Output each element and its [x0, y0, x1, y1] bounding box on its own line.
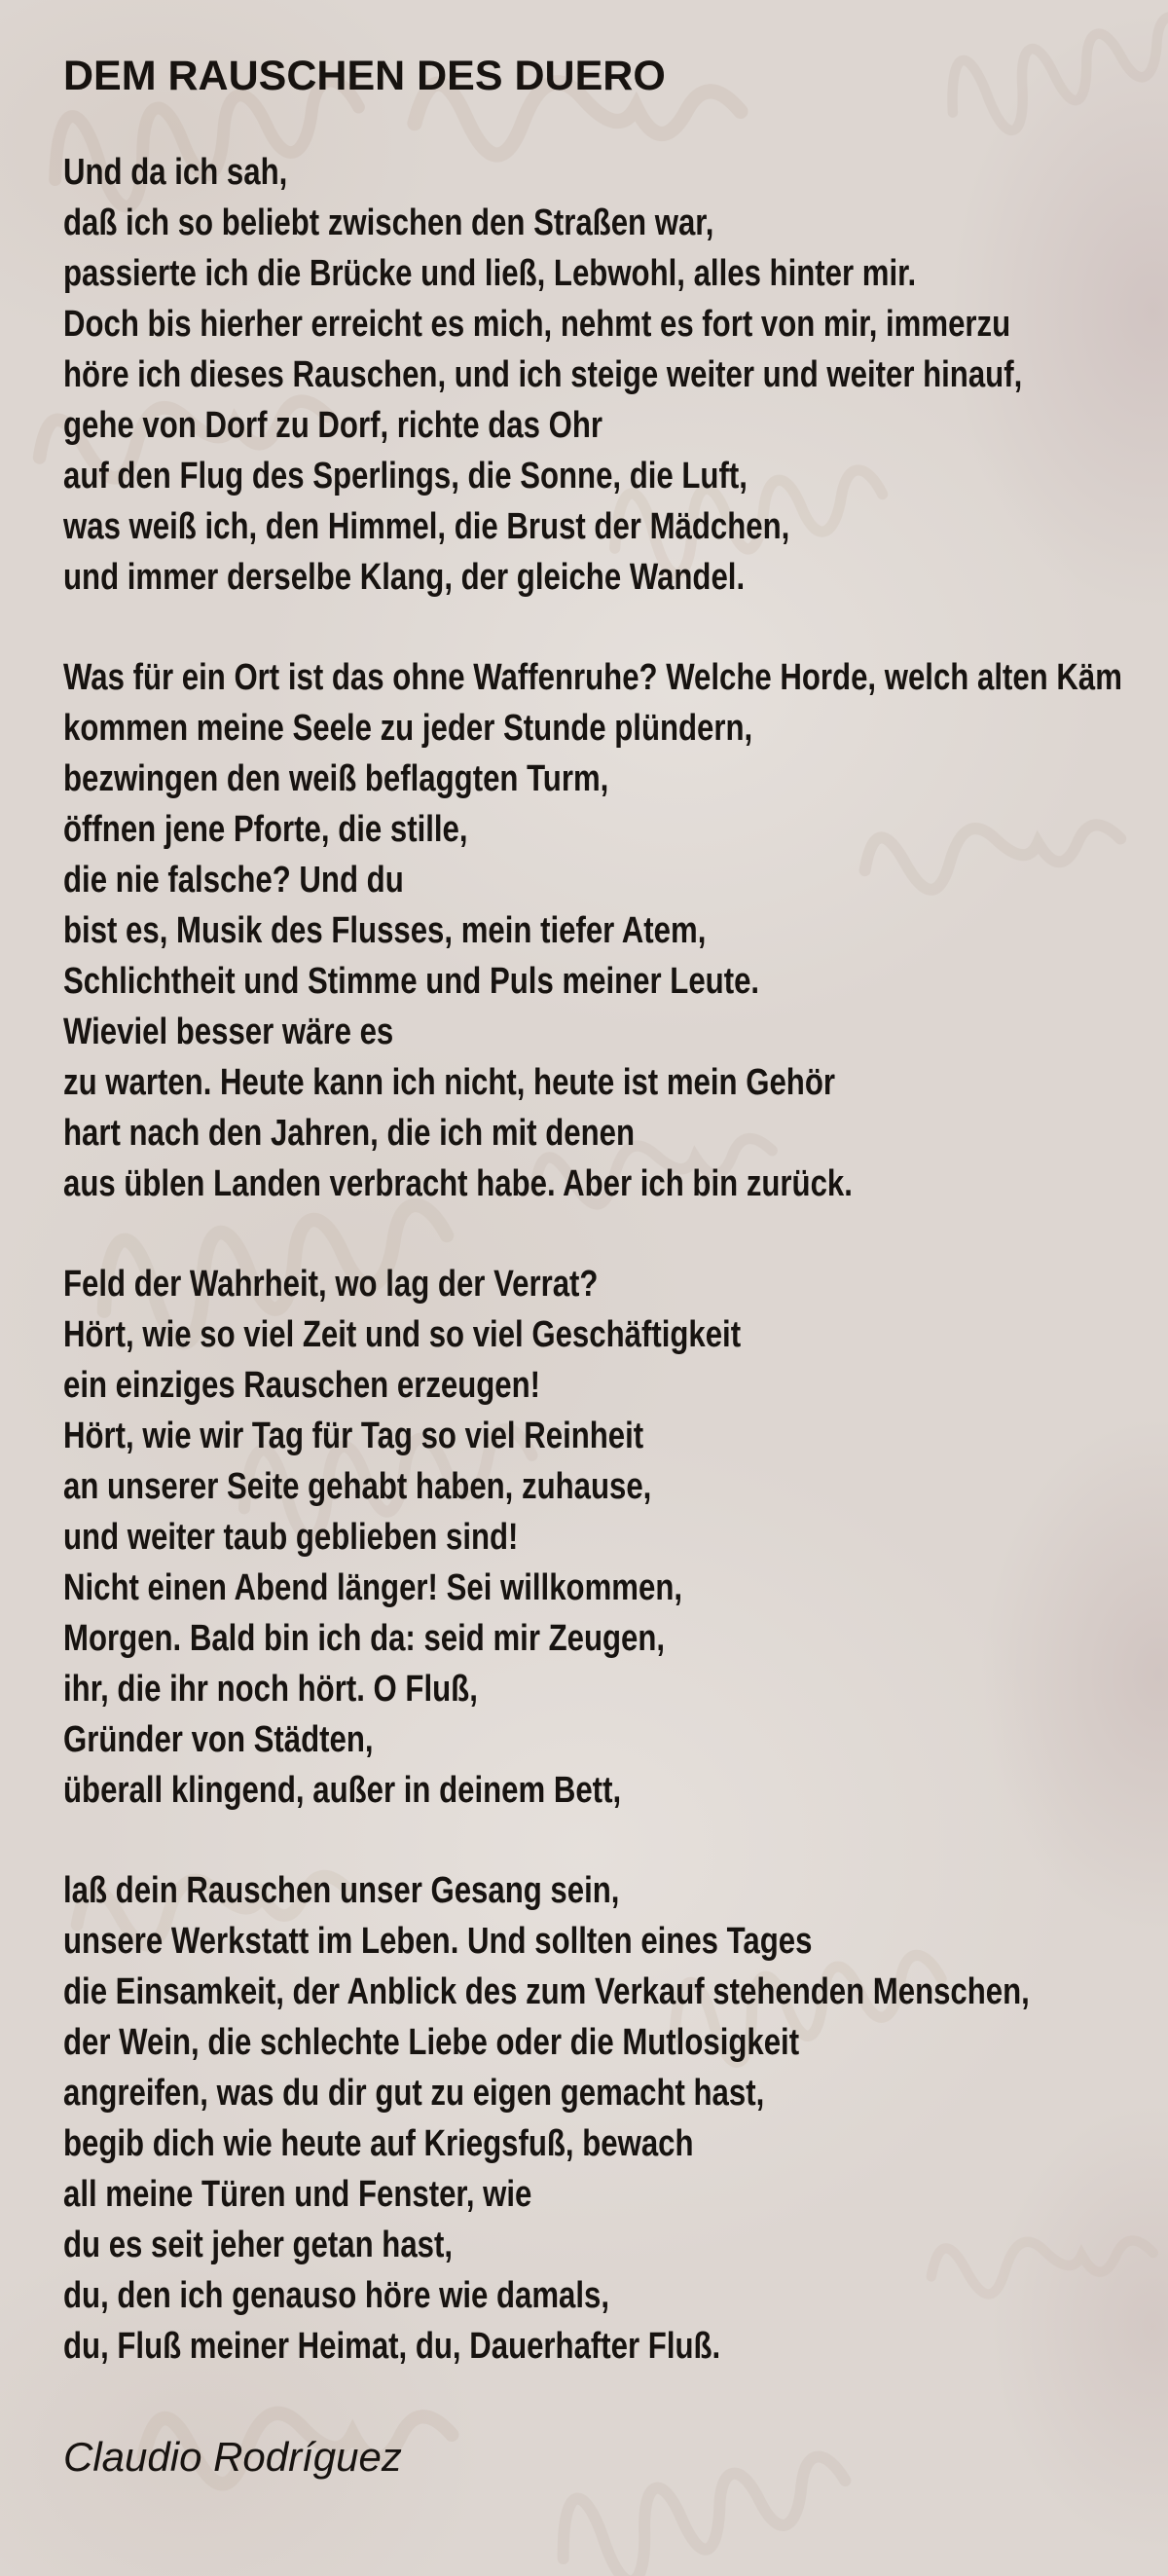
poem-line: daß ich so beliebt zwischen den Straßen war,: [63, 202, 714, 243]
poem-line: Wieviel besser wäre es: [63, 1012, 394, 1052]
poem-line: bist es, Musik des Flusses, mein tiefer Atem,: [63, 910, 707, 951]
poem-line: zu warten. Heute kann ich nicht, heute ist mein Gehör: [63, 1062, 835, 1103]
poem-line: passierte ich die Brücke und ließ, Lebwohl, alles hinter mir.: [63, 253, 917, 294]
poem-line: höre ich dieses Rauschen, und ich steige weiter und weiter hinauf,: [63, 354, 1023, 395]
poem-line: kommen meine Seele zu jeder Stunde plündern,: [63, 708, 753, 749]
stanza: [63, 1259, 1168, 1816]
poem-line: und weiter taub geblieben sind!: [63, 1517, 519, 1558]
poem-line: du, den ich genauso höre wie damals,: [63, 2275, 610, 2316]
poem-line: die Einsamkeit, der Anblick des zum Verkauf stehenden Menschen,: [63, 1971, 1030, 2012]
stanza: [63, 652, 1168, 1209]
poem-line: hart nach den Jahren, die ich mit denen: [63, 1113, 635, 1154]
poem-line: Hört, wie wir Tag für Tag so viel Reinheit: [63, 1416, 644, 1456]
stanza: [63, 1865, 1168, 2372]
poem-line: an unserer Seite gehabt haben, zuhause,: [63, 1466, 652, 1507]
stanza: [63, 147, 1168, 603]
poem-line: laß dein Rauschen unser Gesang sein,: [63, 1870, 620, 1911]
poem-line: du es seit jeher getan hast,: [63, 2225, 454, 2265]
poem-line: Nicht einen Abend länger! Sei willkommen,: [63, 1567, 683, 1608]
poem-line: gehe von Dorf zu Dorf, richte das Ohr: [63, 405, 603, 446]
poem-line: was weiß ich, den Himmel, die Brust der Mädchen,: [63, 506, 790, 547]
poem-title: DEM RAUSCHEN DES DUERO: [63, 53, 666, 99]
poem-line: Schlichtheit und Stimme und Puls meiner Leute.: [63, 961, 760, 1002]
poem-line: Und da ich sah,: [63, 152, 288, 193]
poem-line: aus üblen Landen verbracht habe. Aber ich bin zurück.: [63, 1163, 853, 1204]
poem-line: Doch bis hierher erreicht es mich, nehmt es fort von mir, immerzu: [63, 304, 1011, 345]
poem-line: ihr, die ihr noch hört. O Fluß,: [63, 1669, 478, 1710]
poem-line: ein einziges Rauschen erzeugen!: [63, 1365, 541, 1406]
poem-line: bezwingen den weiß beflaggten Turm,: [63, 758, 609, 799]
poem-line: auf den Flug des Sperlings, die Sonne, die Luft,: [63, 456, 748, 497]
poem-line: und immer derselbe Klang, der gleiche Wandel.: [63, 557, 746, 598]
poem-line: du, Fluß meiner Heimat, du, Dauerhafter Fluß.: [63, 2326, 721, 2367]
poem-line: die nie falsche? Und du: [63, 860, 404, 901]
poem-line: der Wein, die schlechte Liebe oder die Mutlosigkeit: [63, 2022, 800, 2063]
poem-line: begib dich wie heute auf Kriegsfuß, bewach: [63, 2123, 694, 2164]
poem-line: angreifen, was du dir gut zu eigen gemacht hast,: [63, 2073, 765, 2114]
poem-author: Claudio Rodríguez: [63, 2434, 402, 2480]
poem-line: überall klingend, außer in deinem Bett,: [63, 1770, 622, 1811]
poem-line: Was für ein Ort ist das ohne Waffenruhe? Welche Horde, welch alten Käm: [63, 657, 1122, 698]
poem-line: Morgen. Bald bin ich da: seid mir Zeugen,: [63, 1618, 666, 1659]
poem-line: Hört, wie so viel Zeit und so viel Geschäftigkeit: [63, 1314, 742, 1355]
poem-line: Feld der Wahrheit, wo lag der Verrat?: [63, 1264, 599, 1305]
poem-line: öffnen jene Pforte, die stille,: [63, 809, 468, 850]
poem: [63, 147, 1168, 2372]
poem-line: unsere Werkstatt im Leben. Und sollten eines Tages: [63, 1921, 813, 1962]
poem-line: Gründer von Städten,: [63, 1719, 374, 1760]
poem-line: all meine Türen und Fenster, wie: [63, 2174, 532, 2215]
